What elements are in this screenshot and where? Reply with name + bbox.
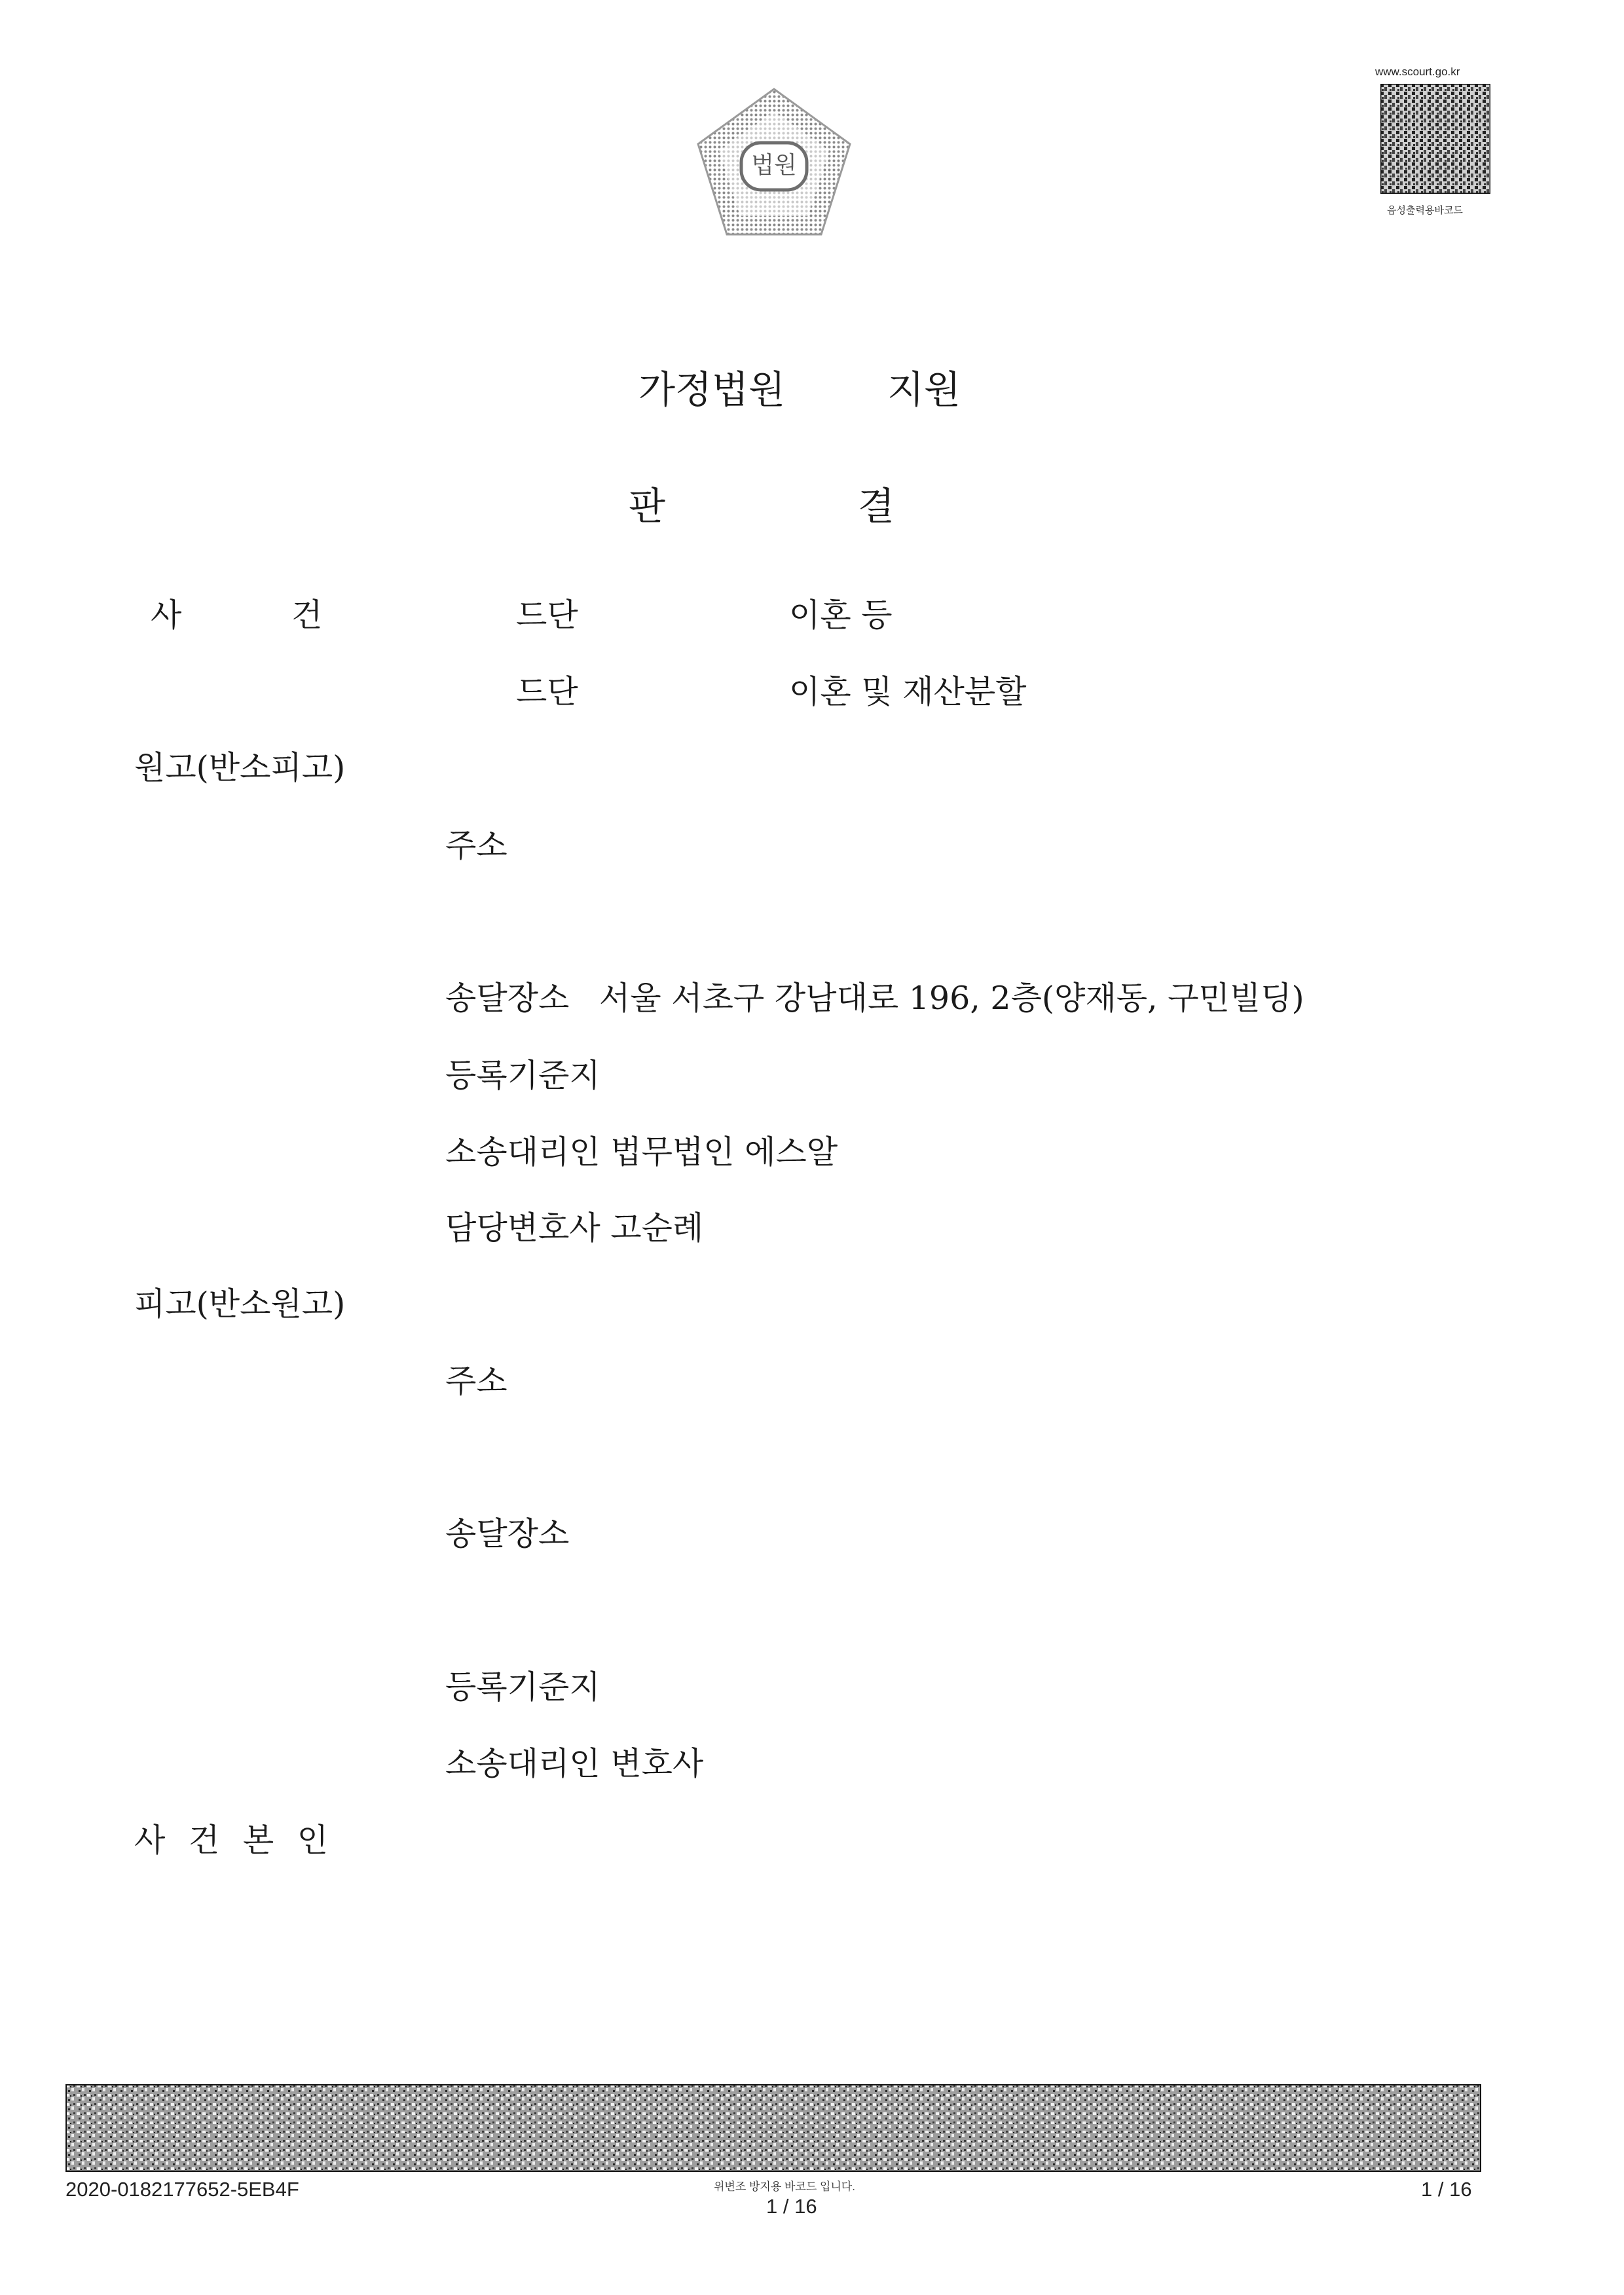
doc-title-left: 판 [629, 484, 666, 528]
plaintiff-service-label: 송달장소 [445, 980, 570, 1017]
court-seal-icon [694, 85, 855, 239]
page-number-right: 1 / 16 [1421, 2178, 1472, 2201]
case-code-2: 드단 [516, 673, 578, 710]
barcode-note: 위변조 방지용 바코드 입니다. [714, 2180, 855, 2193]
seal-label: 법원 [751, 152, 797, 179]
plaintiff-counsel: 소송대리인 법무법인 에스알 [445, 1133, 838, 1171]
anti-forgery-barcode-icon [65, 2084, 1481, 2172]
qr-code-icon [1380, 84, 1490, 194]
defendant-service-label: 송달장소 [445, 1515, 570, 1552]
plaintiff-registry-label: 등록기준지 [445, 1057, 600, 1094]
plaintiff-attorney: 담당변호사 고순례 [445, 1209, 704, 1247]
case-title-2: 이혼 및 재산분할 [789, 673, 1027, 710]
page-number-center: 1 / 16 [766, 2195, 817, 2218]
plaintiff-service-value: 서울 서초구 강남대로 196, 2층(양재동, 구민빌딩) [599, 980, 1304, 1017]
qr-caption: 음성출력용바코드 [1387, 204, 1463, 216]
case-title-1: 이혼 등 [789, 597, 893, 634]
defendant-counsel: 소송대리인 변호사 [445, 1745, 704, 1782]
case-label-right: 건 [291, 597, 323, 634]
qr-url: www.scourt.go.kr [1375, 65, 1460, 78]
doc-id: 2020-0182177652-5EB4F [65, 2178, 299, 2201]
case-label-left: 사 [151, 597, 182, 634]
plaintiff-label: 원고(반소피고) [134, 749, 346, 786]
defendant-registry-label: 등록기준지 [445, 1668, 600, 1706]
court-name: 가정법원 [638, 367, 786, 412]
case-code-1: 드단 [516, 597, 578, 634]
doc-title-right: 결 [858, 484, 895, 528]
court-branch: 지원 [887, 367, 961, 412]
principal-label: 사 건 본 인 [134, 1822, 335, 1859]
defendant-label: 피고(반소원고) [134, 1285, 346, 1323]
plaintiff-address-label: 주소 [445, 827, 507, 864]
defendant-address-label: 주소 [445, 1363, 507, 1400]
